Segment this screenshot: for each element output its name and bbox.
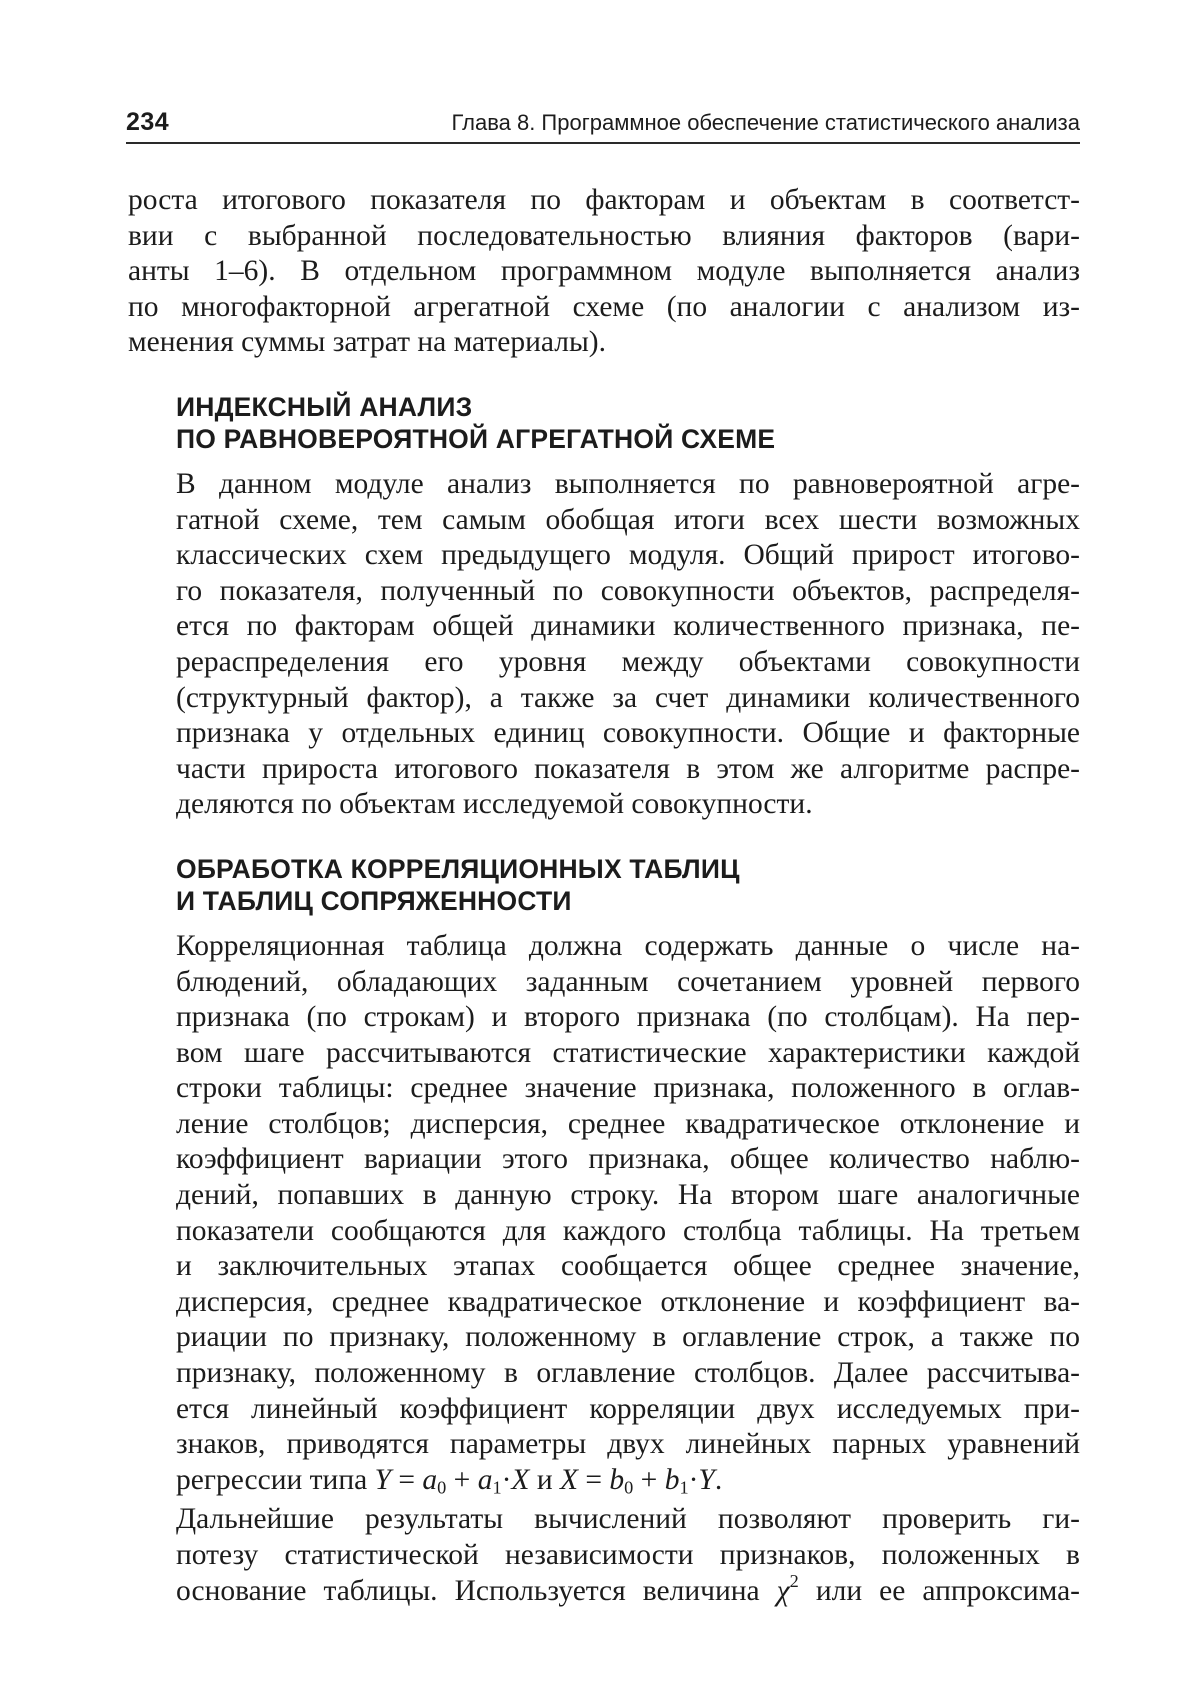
coefficient-a: a bbox=[422, 1463, 438, 1496]
text-line: рераспределения его уровня между объектами совокупности bbox=[176, 645, 1080, 678]
coefficient-b: b bbox=[609, 1463, 625, 1496]
text-line: дисперсия, среднее квадратическое отклонение и коэффициент ва- bbox=[176, 1285, 1080, 1318]
text-line: го показателя, полученный по совокупности объектов, распределя- bbox=[176, 574, 1080, 607]
text-line: вии с выбранной последовательностью влияния факторов (вари- bbox=[128, 219, 1080, 252]
text-line: классических схем предыдущего модуля. Общий прирост итогово- bbox=[176, 539, 1080, 572]
period: . bbox=[714, 1463, 723, 1496]
variable-x: X bbox=[559, 1463, 579, 1496]
paragraph-intro bbox=[128, 183, 1080, 361]
text-line: признака (по строкам) и второго признака (по столбцам). На пер- bbox=[176, 1001, 1080, 1034]
plus-sign: + bbox=[446, 1463, 478, 1496]
multiply-dot: · bbox=[688, 1463, 699, 1496]
text-line: ление столбцов; дисперсия, среднее квадратическое отклонение и bbox=[176, 1107, 1080, 1140]
text-line: гатной схеме, тем самым обобщая итоги всех шести возможных bbox=[176, 503, 1080, 536]
text-line: показатели сообщаются для каждого столбца таблицы. На третьем bbox=[176, 1214, 1080, 1247]
variable-x: X bbox=[511, 1463, 530, 1496]
heading-line: ИНДЕКСНЫЙ АНАЛИЗ bbox=[176, 391, 473, 422]
text-line: потезу статистической независимости признаков, положенных в bbox=[176, 1539, 1080, 1571]
text-line: риации по признаку, положенному в оглавление строк, а также по bbox=[176, 1321, 1080, 1354]
text-line: признака у отдельных единиц совокупности. Общие и факторные bbox=[176, 717, 1080, 750]
text-line: строки таблицы: среднее значение признака, положенного в оглав- bbox=[176, 1072, 1080, 1105]
formula-prefix: регрессии типа bbox=[176, 1463, 375, 1496]
text-line: Корреляционная таблица должна содержать данные о числе на- bbox=[176, 929, 1080, 962]
text-line: дений, попавших в данную строку. На втором шаге аналогичные bbox=[176, 1179, 1080, 1212]
text-line: роста итогового показателя по факторам и объектам в соответст- bbox=[128, 184, 1080, 216]
text-line: признаку, положенному в оглавление столбцов. Далее рассчитыва- bbox=[176, 1357, 1080, 1390]
section-heading-correlation-tables bbox=[128, 853, 1080, 917]
equals-sign: = bbox=[391, 1463, 423, 1496]
text-line: части прироста итогового показателя в этом же алгоритме распре- bbox=[176, 752, 1080, 785]
text-before-chi: основание таблицы. Используется величина bbox=[176, 1574, 777, 1607]
text-line: знаков, приводятся параметры двух линейных парных уравнений bbox=[176, 1428, 1080, 1461]
paragraph-index-analysis bbox=[128, 467, 1080, 823]
text-line: по многофакторной агрегатной схеме (по аналогии с анализом из- bbox=[128, 290, 1080, 323]
subscript: 0 bbox=[624, 1477, 634, 1498]
text-line: коэффициент вариации этого признака, общее количество наблю- bbox=[176, 1143, 1080, 1176]
coefficient-a: a bbox=[477, 1463, 493, 1496]
text-line: менения суммы затрат на материалы). bbox=[128, 326, 607, 359]
plus-sign: + bbox=[633, 1463, 665, 1496]
chi-square-line bbox=[128, 1570, 1081, 1610]
paragraph-independence-test bbox=[128, 1502, 1080, 1609]
chapter-title: Глава 8. Программное обеспечение статистического анализа bbox=[451, 110, 1080, 135]
text-line: Дальнейшие результаты вычислений позволяют проверить ги- bbox=[176, 1503, 1080, 1536]
text-line: анты 1–6). В отдельном программном модуле выполняется анализ bbox=[128, 255, 1080, 288]
heading-line: ОБРАБОТКА КОРРЕЛЯЦИОННЫХ ТАБЛИЦ bbox=[176, 853, 740, 884]
text-line: (структурный фактор), а также за счет динамики количественного bbox=[176, 681, 1080, 714]
text-line: деляются по объектам исследуемой совокупности. bbox=[176, 788, 813, 821]
chi-symbol: χ bbox=[776, 1574, 790, 1607]
superscript: 2 bbox=[789, 1570, 799, 1591]
text-line: и заключительных этапах сообщается общее среднее значение, bbox=[176, 1250, 1080, 1283]
coefficient-b: b bbox=[664, 1463, 680, 1496]
section-heading-index-analysis bbox=[128, 391, 1080, 455]
regression-formula-line bbox=[128, 1463, 1080, 1499]
running-head bbox=[126, 108, 1080, 144]
page-number: 234 bbox=[126, 108, 170, 136]
text-line: ется по факторам общей динамики количественного признака, пе- bbox=[176, 610, 1080, 643]
heading-line: И ТАБЛИЦ СОПРЯЖЕННОСТИ bbox=[176, 885, 572, 916]
text-after-chi: или ее аппроксима- bbox=[798, 1574, 1081, 1607]
conjunction: и bbox=[529, 1463, 560, 1496]
equals-sign: = bbox=[578, 1463, 610, 1496]
paragraph-correlation-tables bbox=[128, 929, 1080, 1499]
variable-y: Y bbox=[698, 1463, 715, 1496]
text-line: ется линейный коэффициент корреляции двух исследуемых при- bbox=[176, 1392, 1080, 1425]
subscript: 1 bbox=[492, 1477, 502, 1498]
heading-line: ПО РАВНОВЕРОЯТНОЙ АГРЕГАТНОЙ СХЕМЕ bbox=[176, 423, 776, 454]
subscript: 0 bbox=[437, 1477, 447, 1498]
subscript: 1 bbox=[679, 1477, 689, 1498]
multiply-dot: · bbox=[501, 1463, 512, 1496]
text-line: блюдений, обладающих заданным сочетанием уровней первого bbox=[176, 965, 1080, 998]
variable-y: Y bbox=[374, 1463, 392, 1496]
text-line: вом шаге рассчитываются статистические характеристики каждой bbox=[176, 1036, 1080, 1069]
text-line: В данном модуле анализ выполняется по равновероятной агре- bbox=[176, 467, 1080, 500]
page-body bbox=[128, 183, 1080, 1609]
